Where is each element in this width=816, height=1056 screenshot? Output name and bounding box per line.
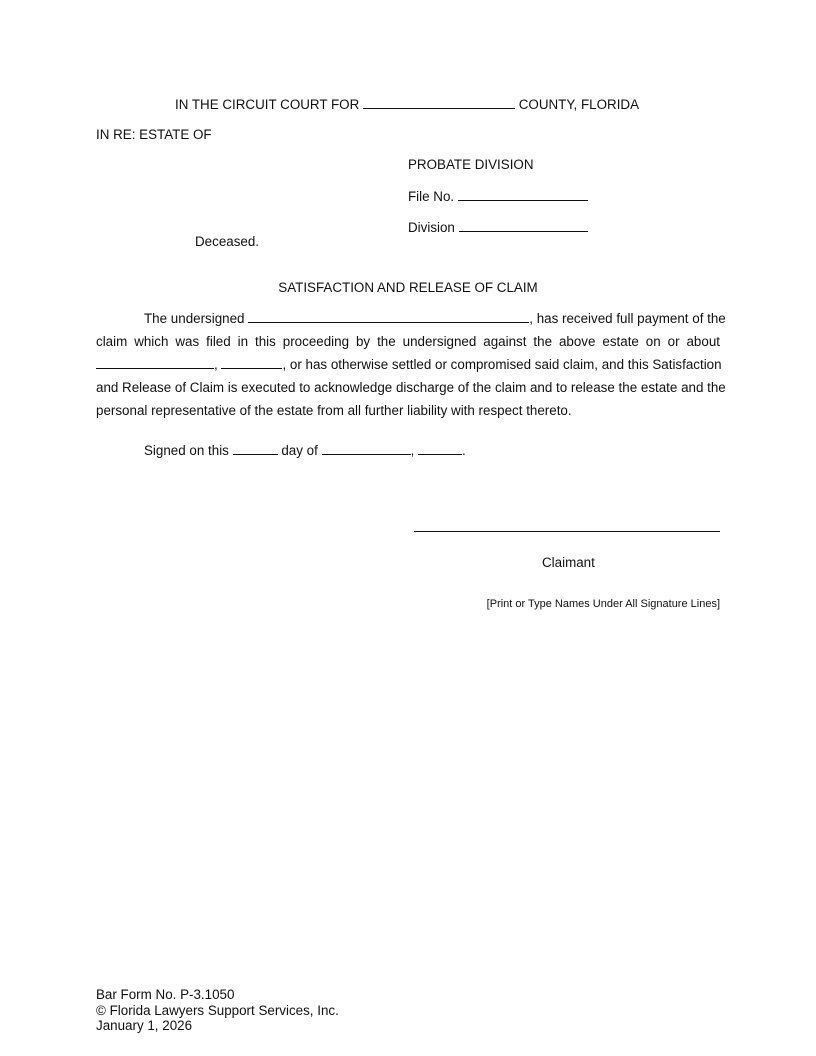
signed-period: . <box>462 443 466 458</box>
division-blank-field[interactable] <box>459 219 588 232</box>
year-blank-field[interactable] <box>418 442 462 455</box>
month-comma: , <box>410 443 415 458</box>
document-title: SATISFACTION AND RELEASE OF CLAIM <box>278 280 538 295</box>
signed-on-line <box>144 442 466 459</box>
court-heading <box>175 96 639 113</box>
claimant-name-blank-field[interactable] <box>248 310 529 323</box>
body-line-2: claim which was filed in this proceeding by the undersigned against the above estate on or about <box>96 334 720 349</box>
probate-division: PROBATE DIVISION <box>408 157 534 172</box>
settled-text: , or has otherwise settled or compromised said claim, and this Satisfaction <box>282 357 722 372</box>
bar-form-number: Bar Form No. P-3.1050 <box>96 987 235 1002</box>
in-re-estate: IN RE: ESTATE OF <box>96 127 212 142</box>
division-label: Division <box>408 220 455 235</box>
claim-year-blank-field[interactable] <box>221 356 282 369</box>
body-line-5: personal representative of the estate from all further liability with respect thereto. <box>96 403 572 418</box>
county-blank-field[interactable] <box>363 96 515 109</box>
claim-date-comma: , <box>214 357 218 372</box>
deceased-label: Deceased. <box>195 234 260 249</box>
body-line-1 <box>96 307 726 330</box>
file-no-blank-field[interactable] <box>458 188 588 201</box>
body-line-4: and Release of Claim is executed to acknowledge discharge of the claim and to release the estate and the <box>96 380 726 395</box>
signature-note: [Print or Type Names Under All Signature Lines] <box>486 598 720 610</box>
month-blank-field[interactable] <box>322 442 411 455</box>
day-of-label: day of <box>281 443 318 458</box>
form-date: January 1, 2026 <box>96 1018 193 1033</box>
claimant-label: Claimant <box>542 555 595 570</box>
court-prefix: IN THE CIRCUIT COURT FOR <box>175 97 360 112</box>
received-payment-text: , has received full payment of the <box>529 311 726 326</box>
undersigned-label: The undersigned <box>144 311 245 326</box>
copyright-notice: © Florida Lawyers Support Services, Inc. <box>96 1002 339 1018</box>
signed-prefix: Signed on this <box>144 443 229 458</box>
body-line-3 <box>96 353 720 376</box>
file-no-label: File No. <box>408 189 455 204</box>
court-suffix: COUNTY, FLORIDA <box>518 97 640 112</box>
footer <box>96 987 339 1034</box>
claimant-signature-line[interactable] <box>414 531 720 532</box>
division-row <box>408 219 588 236</box>
claim-date-blank-field[interactable] <box>96 356 214 369</box>
day-blank-field[interactable] <box>233 442 278 455</box>
body-paragraph <box>96 307 726 422</box>
file-no-row <box>408 188 588 205</box>
